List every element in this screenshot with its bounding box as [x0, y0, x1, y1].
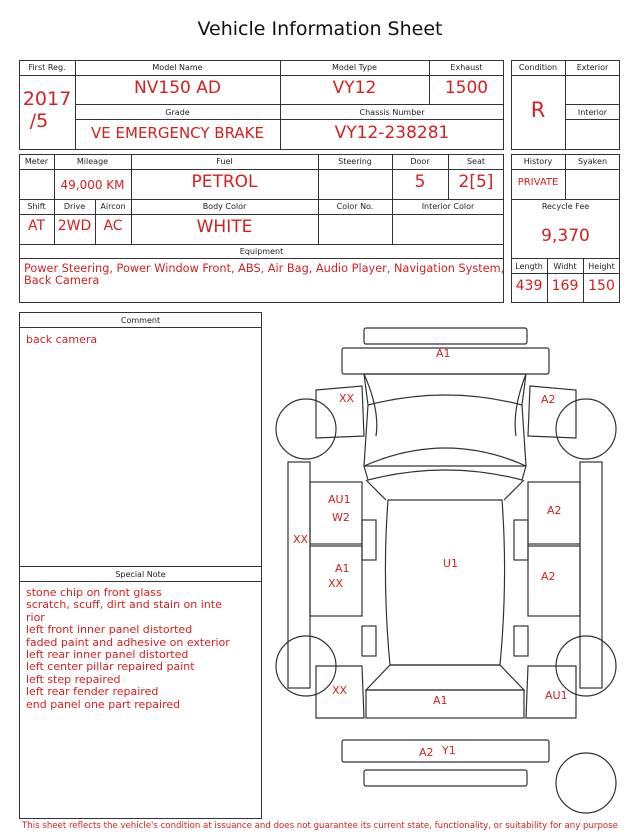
shift-value: AT — [27, 218, 46, 234]
a-pillar-right — [504, 480, 524, 500]
first-reg-year: 2017 — [22, 88, 72, 110]
rear-window-shape — [366, 665, 524, 690]
special-note-line: end panel one part repaired — [26, 697, 181, 711]
special-note-line: left rear fender repaired — [26, 685, 159, 699]
rear-bumper-lower-shape — [364, 770, 527, 786]
shift-label: Shift — [27, 202, 46, 211]
mileage-value: 49,000 KM — [60, 178, 125, 192]
page-title: Vehicle Information Sheet — [197, 18, 443, 40]
length-value: 439 — [515, 278, 543, 294]
mark-back-door: A1 — [433, 694, 448, 707]
syaken-label: Syaken — [577, 157, 608, 166]
front-bumper-shape — [364, 328, 527, 344]
mark-right-front-door: A2 — [547, 504, 562, 517]
chassis-value: VY12-238281 — [334, 123, 450, 143]
a-pillar-left — [366, 480, 386, 500]
aircon-value: AC — [103, 218, 123, 234]
model-name-label: Model Name — [152, 63, 203, 72]
special-note-line: stone chip on front glass — [26, 586, 162, 599]
mileage-label: Mileage — [76, 157, 109, 166]
spare-wheel — [556, 753, 616, 813]
mark-left-rear-door-a: A1 — [335, 562, 350, 575]
height-label: Height — [588, 262, 615, 271]
special-note-line: left front inner panel distorted — [26, 623, 193, 637]
interior-label: Interior — [577, 108, 608, 117]
right-step-shape — [580, 462, 602, 688]
roof-shape — [385, 500, 504, 665]
interior-color-label: Interior Color — [421, 202, 475, 211]
exhaust-label: Exhaust — [450, 63, 483, 72]
special-note-label: Special Note — [115, 570, 166, 579]
left-quarter-window-shape — [362, 626, 376, 656]
history-label: History — [523, 157, 553, 166]
grade-label: Grade — [165, 108, 190, 117]
first-reg-label: First Reg. — [28, 63, 66, 72]
mark-left-front-door-a: AU1 — [328, 493, 351, 506]
mark-left-rear-fender: XX — [332, 684, 348, 697]
width-value: 169 — [551, 278, 579, 294]
body-color-value: WHITE — [196, 217, 253, 237]
drive-label: Drive — [63, 202, 86, 211]
left-step-shape — [288, 462, 310, 688]
left-window-shape — [362, 520, 376, 560]
special-note-line: rior — [26, 610, 45, 624]
mark-rear-right-fender: AU1 — [545, 689, 568, 702]
recycle-fee-value: 9,370 — [541, 226, 590, 246]
width-label: Widht — [553, 262, 577, 271]
fuel-value: PETROL — [191, 172, 258, 192]
meter-label: Meter — [24, 157, 49, 166]
disclaimer-text: This sheet reflects the vehicle's condition at issuance and does not guarantee its current state, functionality, or suitability for any purpose — [22, 821, 618, 831]
mark-right-rear-door: A2 — [541, 570, 556, 583]
mark-front-left-fender: XX — [339, 392, 355, 405]
special-note-line: left step repaired — [26, 672, 121, 686]
seat-label: Seat — [466, 157, 486, 166]
special-note-line: left center pillar repaired paint — [26, 660, 195, 674]
fuel-label: Fuel — [216, 157, 233, 166]
mark-left-front-door-b: W2 — [332, 511, 350, 524]
recycle-fee-label: Recycle Fee — [541, 202, 590, 211]
mark-front-bumper: A1 — [436, 347, 451, 360]
mark-rear-bumper-b: Y1 — [442, 744, 456, 757]
mark-front-right-fender: A2 — [541, 393, 556, 406]
right-window-shape — [514, 520, 528, 560]
height-value: 150 — [588, 278, 615, 294]
drive-value: 2WD — [57, 218, 92, 234]
mark-rear-bumper-a: A2 — [419, 746, 434, 759]
right-quarter-window-shape — [514, 626, 528, 656]
condition-value: R — [530, 98, 546, 122]
condition-label: Condition — [518, 63, 558, 72]
seat-value: 2[5] — [458, 172, 494, 192]
door-value: 5 — [414, 172, 426, 192]
first-reg-month: /5 — [29, 110, 49, 132]
comment-label: Comment — [120, 316, 161, 325]
grade-value: VE EMERGENCY BRAKE — [91, 124, 264, 142]
special-note-line: left rear inner panel distorted — [26, 648, 189, 661]
hood-shape — [364, 374, 526, 405]
steering-label: Steering — [338, 157, 372, 166]
history-value: PRIVATE — [517, 177, 559, 188]
model-type-value: VY12 — [332, 78, 377, 98]
equipment-line-2: Back Camera — [24, 274, 100, 287]
chassis-label: Chassis Number — [359, 108, 425, 117]
color-no-label: Color No. — [336, 202, 374, 211]
special-note-line: scratch, scuff, dirt and stain on inte — [26, 598, 222, 612]
mark-roof: U1 — [443, 557, 459, 570]
special-note-line: faded paint and adhesive on exterior — [26, 635, 230, 649]
door-label: Door — [410, 157, 430, 166]
model-type-label: Model Type — [332, 63, 377, 72]
exhaust-value: 1500 — [444, 78, 489, 98]
mark-left-step: XX — [293, 533, 309, 546]
comment-text: back camera — [26, 333, 98, 346]
aircon-label: Aircon — [100, 202, 126, 211]
mark-left-rear-door-b: XX — [328, 577, 344, 590]
body-color-label: Body Color — [202, 202, 247, 211]
equipment-label: Equipment — [239, 247, 284, 256]
windshield-shape — [364, 448, 526, 480]
exterior-label: Exterior — [576, 63, 609, 72]
equipment-line-1: Power Steering, Power Window Front, ABS, Air Bag, Audio Player, Navigation System, — [24, 262, 505, 275]
model-name-value: NV150 AD — [134, 78, 221, 98]
wheel-front-right — [556, 399, 616, 459]
length-label: Length — [515, 262, 543, 271]
wheel-front-left — [276, 399, 336, 459]
